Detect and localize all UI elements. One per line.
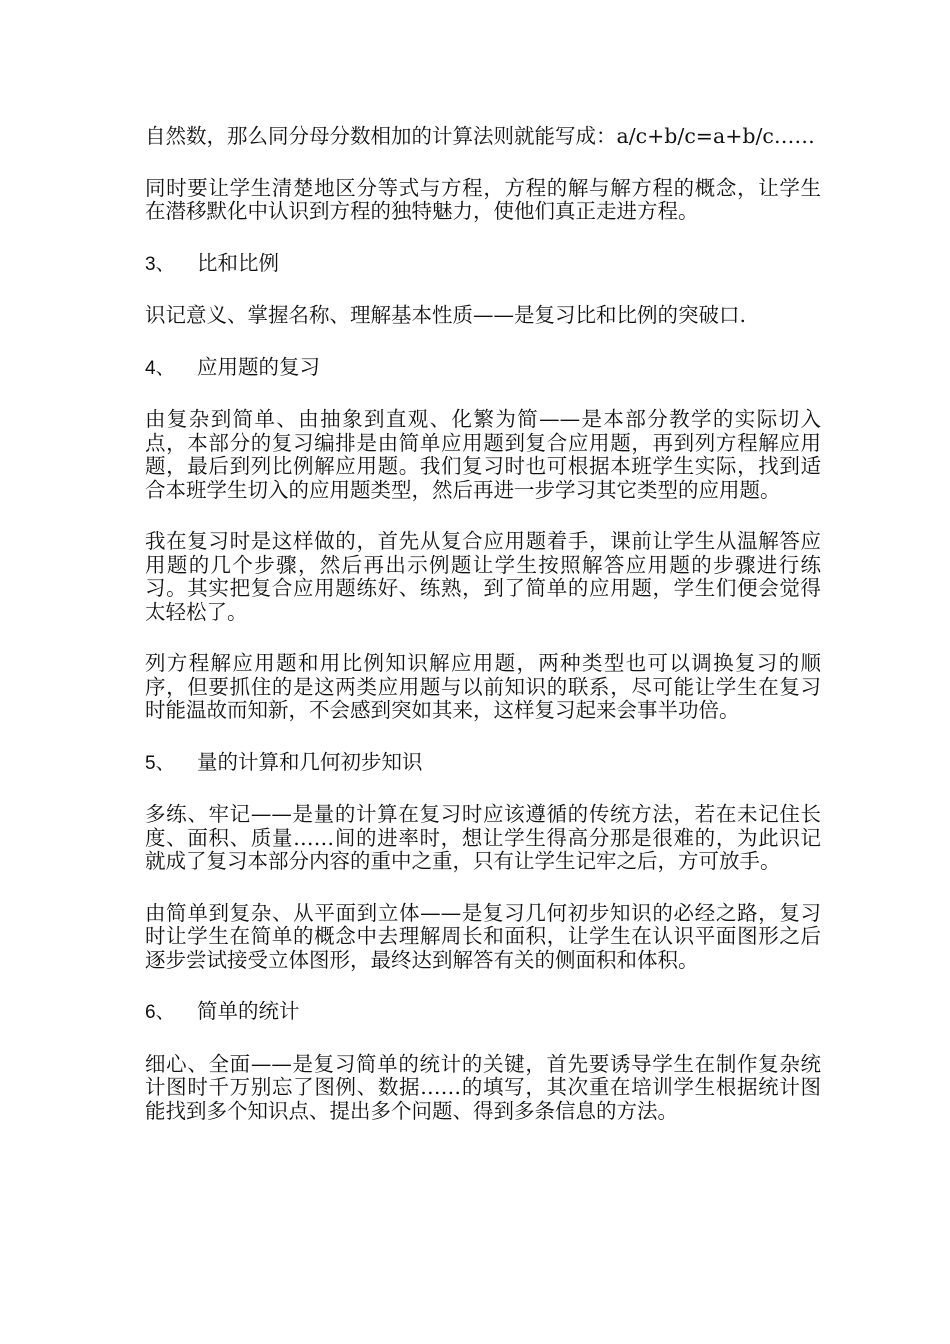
paragraph-statistics: 细心、全面——是复习简单的统计的关键，首先要诱导学生在制作复杂统计图时千万别忘了图例、数据……的填写，其次重在培训学生根据统计图能找到多个知识点、提出多个问题、得到多条信息的方法。 — [145, 1051, 821, 1123]
section-number: 3、 — [145, 253, 175, 275]
section-title: 量的计算和几何初步知识 — [197, 749, 423, 774]
section-heading-word-problems — [145, 356, 821, 381]
section-number: 4、 — [145, 357, 175, 379]
section-number: 5、 — [145, 752, 175, 774]
paragraph-ratio: 识记意义、掌握名称、理解基本性质——是复习比和比例的突破口. — [145, 303, 747, 327]
paragraph-equations: 同时要让学生清楚地区分等式与方程，方程的解与解方程的概念，让学生在潜移默化中认识到方程的独特魅力，使他们真正走进方程。 — [145, 175, 821, 223]
paragraph-word-problems-2: 我在复习时是这样做的，首先从复合应用题着手，课前让学生从温解答应用题的几个步骤，然后再出示例题让学生按照解答应用题的步骤进行练习。其实把复合应用题练好、练熟，到了简单的应用题，学生们便会觉得太轻松了。 — [145, 529, 821, 624]
section-heading-measurement-geometry — [145, 751, 821, 776]
section-heading-ratio — [145, 252, 821, 277]
section-title: 应用题的复习 — [197, 354, 320, 379]
paragraph-word-problems-1: 由复杂到简单、由抽象到直观、化繁为简——是本部分教学的实际切入点，本部分的复习编排是由简单应用题到复合应用题，再到列方程解应用题，最后到列比例解应用题。我们复习时也可根据本班学生实际，找到适合本班学生切入的应用题类型，然后再进一步学习其它类型的应用题。 — [145, 407, 821, 502]
document-body — [145, 125, 821, 1151]
section-title: 简单的统计 — [197, 999, 300, 1023]
paragraph-word-problems-3: 列方程解应用题和用比例知识解应用题，两种类型也可以调换复习的顺序，但要抓住的是这两类应用题与以前知识的联系，尽可能让学生在复习时能温故而知新，不会感到突如其来，这样复习起来会事半功倍。 — [145, 651, 821, 722]
section-title: 比和比例 — [197, 250, 279, 275]
paragraph-geometry: 由简单到复杂、从平面到立体——是复习几何初步知识的必经之路，复习时让学生在简单的概念中去理解周长和面积，让学生在认识平面图形之后逐步尝试接受立体图形，最终达到解答有关的侧面积和体积。 — [145, 900, 821, 972]
section-number: 6、 — [145, 1002, 175, 1023]
section-heading-statistics — [145, 1000, 821, 1025]
paragraph-measurement: 多练、牢记——是量的计算在复习时应该遵循的传统方法，若在未记住长度、面积、质量……间的进率时，想让学生得高分那是很难的，为此识记就成了复习本部分内容的重中之重，只有让学生记牢之后，方可放手。 — [145, 802, 821, 873]
paragraph-fraction-rule: 自然数，那么同分母分数相加的计算法则就能写成：a/c+b/c=a+b/c…… — [145, 124, 815, 148]
